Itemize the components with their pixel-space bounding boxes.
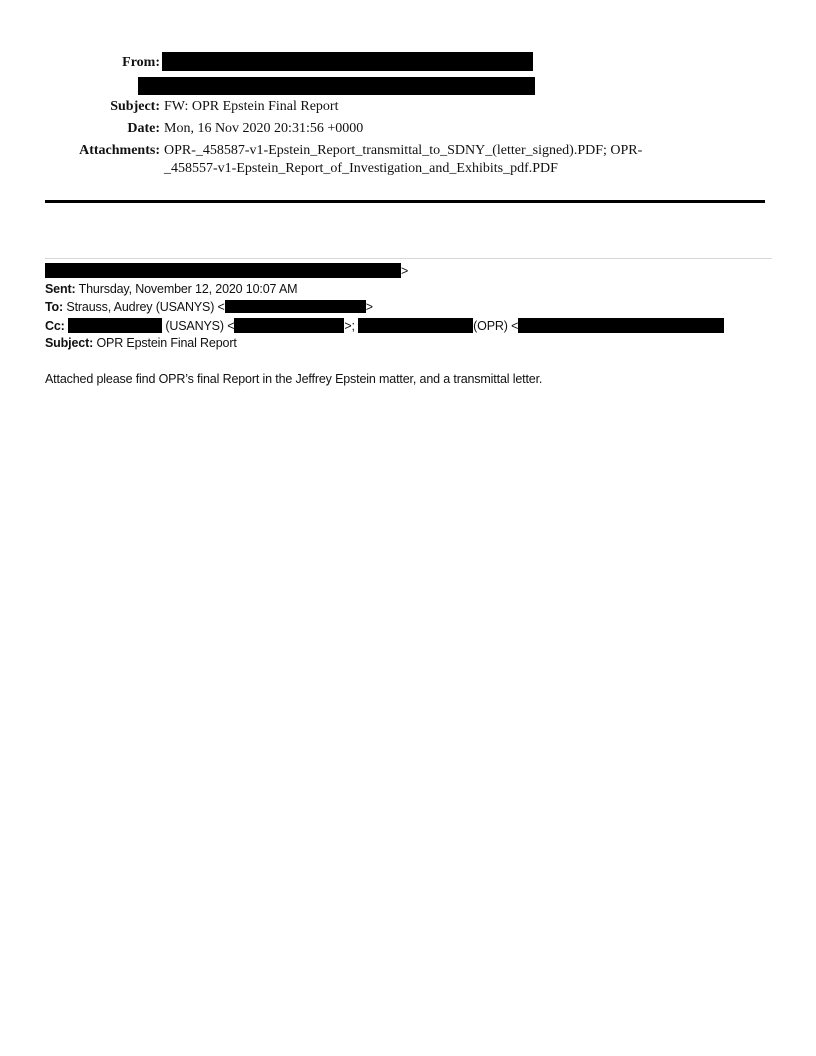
sent-label: Sent: — [45, 282, 76, 296]
cc-sep1: (USANYS) < — [162, 319, 235, 333]
message-subject-line — [45, 336, 237, 351]
to-label: To: — [45, 300, 64, 314]
redaction-bar-cc-name1 — [68, 318, 162, 333]
message-from-line — [45, 263, 408, 279]
sent-value: Thursday, November 12, 2020 10:07 AM — [75, 282, 298, 296]
redaction-bar-from-line2 — [138, 77, 535, 95]
cc-sep2: >; — [344, 319, 359, 333]
date-label: Date: — [127, 121, 160, 136]
message-from-suffix: > — [401, 264, 409, 278]
to-value-suffix: > — [365, 300, 373, 314]
date-value: Mon, 16 Nov 2020 20:31:56 +0000 — [164, 121, 364, 136]
cc-sep3: (OPR) < — [473, 319, 519, 333]
redaction-bar-cc-name2 — [358, 318, 473, 333]
message-to-line — [45, 300, 373, 315]
subject-label: Subject: — [110, 99, 160, 114]
message-sent-line — [45, 282, 297, 297]
redaction-bar-to-address — [225, 300, 366, 313]
redaction-bar-from-line1 — [162, 52, 533, 71]
redaction-bar-message-from — [45, 263, 401, 278]
attachments-value-line2: _458557-v1-Epstein_Report_of_Investigation_and_Exhibits_pdf.PDF — [164, 161, 558, 176]
redaction-bar-cc-address2 — [518, 318, 724, 333]
message-subject-value: OPR Epstein Final Report — [93, 336, 237, 350]
message-body — [45, 372, 542, 387]
thick-divider-rule — [45, 200, 765, 203]
message-subject-label: Subject: — [45, 336, 94, 350]
to-value-prefix: Strauss, Audrey (USANYS) < — [63, 300, 225, 314]
from-label: From: — [122, 55, 160, 70]
subject-value: FW: OPR Epstein Final Report — [164, 99, 339, 114]
message-body-text: Attached please find OPR’s final Report in the Jeffrey Epstein matter, and a transmittal letter. — [45, 372, 543, 386]
message-cc-line — [45, 318, 724, 334]
attachments-value-line1: OPR-_458587-v1-Epstein_Report_transmittal_to_SDNY_(letter_signed).PDF; OPR- — [164, 143, 643, 158]
cc-label: Cc: — [45, 319, 65, 333]
attachments-label: Attachments: — [79, 143, 160, 158]
redaction-bar-cc-address1 — [234, 318, 344, 333]
thin-divider-rule — [45, 258, 772, 259]
